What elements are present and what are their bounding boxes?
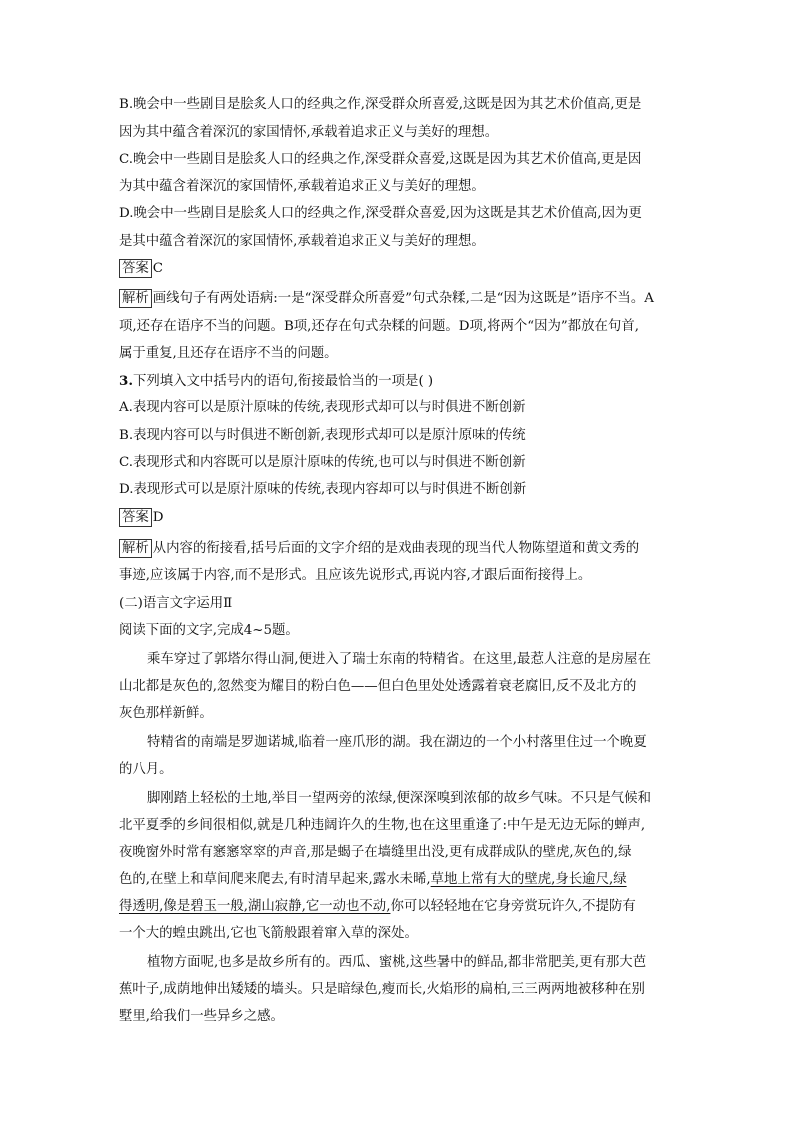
passage-p4-line-1: 植物方面呢,也多是故乡所有的。西瓜、蜜桃,这些暑中的鲜品,都非常肥美,更有那大芭: [147, 955, 647, 970]
reading-instruction: 阅读下面的文字,完成4~5题。: [119, 623, 299, 638]
option-c-line-2: 为其中蕴含着深沉的家国情怀,承载着追求正义与美好的理想。: [119, 179, 485, 194]
passage-p3-line-6: 一个大的蝗虫跳出,它也飞箭般跟着窜入草的深处。: [119, 926, 418, 941]
passage-p1-line-2: 山北都是灰色的,忽然变为耀目的粉白色——但白色里处处透露着衰老腐旧,反不及北方的: [119, 679, 637, 694]
passage-p2-line-2: 的八月。: [119, 762, 173, 777]
answer-row-2: [119, 259, 163, 279]
answer-label: 答案: [119, 508, 152, 527]
plain-text: 你可以轻轻地在它身旁赏玩许久,不提防有: [390, 899, 636, 914]
analysis-row-2-line-2: 项,还存在语序不当的问题。B项,还存在句式杂糅的问题。D项,将两个“因为”都放在句首,: [119, 319, 639, 334]
q3-option-b: B.表现内容可以与时俱进不断创新,表现形式却可以是原汁原味的传统: [119, 428, 526, 443]
underlined-sentence: 草地上常有大的壁虎,身长逾尺,绿: [430, 872, 627, 887]
option-b-line-1: B.晚会中一些剧目是脍炙人口的经典之作,深受群众所喜爱,这既是因为其艺术价值高,更是: [119, 97, 642, 112]
passage-p3-line-3: 夜晚窗外时常有窸窸窣窣的声音,那是蝎子在墙缝里出没,更有成群成队的壁虎,灰色的,绿: [119, 845, 632, 860]
analysis-row-3-line-2: 事迹,应该属于内容,而不是形式。且应该先说形式,再说内容,才跟后面衔接得上。: [119, 568, 592, 583]
option-b-line-2: 因为其中蕴含着深沉的家国情怀,承载着追求正义与美好的理想。: [119, 125, 499, 140]
analysis-row-2-line-1: [119, 289, 654, 309]
passage-p3-line-1: 脚刚踏上轻松的土地,举目一望两旁的浓绿,便深深嗅到浓郁的故乡气味。不只是气候和: [147, 791, 651, 806]
answer-row-3: [119, 508, 164, 528]
option-d-line-2: 是其中蕴含着深沉的家国情怀,承载着追求正义与美好的理想。: [119, 234, 485, 249]
option-d-line-1: D.晚会中一些剧目是脍炙人口的经典之作,深受群众喜爱,因为这既是其艺术价值高,因为更: [119, 206, 642, 221]
analysis-row-2-line-3: 属于重复,且还存在语序不当的问题。: [119, 346, 338, 361]
option-c-line-1: C.晚会中一些剧目是脍炙人口的经典之作,深受群众喜爱,这既是因为其艺术价值高,更是因: [119, 152, 642, 167]
passage-p4-line-2: 蕉叶子,成荫地伸出矮矮的墙头。只是暗绿色,瘦而长,火焰形的扁柏,三三两两地被移种在别: [119, 982, 645, 997]
passage-p4-line-3: 墅里,给我们一些异乡之感。: [119, 1009, 284, 1024]
answer-value: C: [152, 261, 164, 276]
question-text: 下列填入文中括号内的语句,衔接最恰当的一项是( ): [132, 374, 434, 389]
analysis-label: 解析: [119, 539, 152, 558]
plain-text: 色的,在壁上和草间爬来爬去,有时清早起来,露水未晞,: [119, 872, 431, 887]
analysis-text: 画线句子有两处语病:一是“深受群众所喜爱”句式杂糅,二是“因为这既是”语序不当。A: [152, 291, 654, 306]
underlined-sentence: 得透明,像是碧玉一般,湖山寂静,它一动也不动,: [119, 899, 391, 914]
analysis-text: 从内容的衔接看,括号后面的文字介绍的是戏曲表现的现当代人物陈望道和黄文秀的: [152, 541, 640, 556]
section-heading: (二)语言文字运用Ⅱ: [119, 596, 233, 611]
passage-p3-line-4: [119, 870, 627, 890]
passage-p2-line-1: 特精省的南端是罗迦诺城,临着一座爪形的湖。我在湖边的一个小村落里住过一个晚夏: [147, 735, 647, 750]
analysis-row-3-line-1: [119, 539, 639, 559]
passage-p3-line-2: 北平夏季的乡间很相似,就是几种违阔许久的生物,也在这里重逢了:中午是无边无际的蝉声,: [119, 818, 646, 833]
passage-p3-line-5: [119, 897, 636, 917]
answer-label: 答案: [119, 259, 152, 278]
passage-p1-line-3: 灰色那样新鲜。: [119, 706, 213, 721]
q3-option-d: D.表现形式可以是原汁原味的传统,表现内容却可以与时俱进不断创新: [119, 482, 527, 497]
question-number: 3.: [119, 373, 133, 389]
answer-value: D: [152, 510, 164, 525]
q3-option-c: C.表现形式和内容既可以是原汁原味的传统,也可以与时俱进不断创新: [119, 455, 526, 470]
passage-p1-line-1: 乘车穿过了郭塔尔得山洞,便进入了瑞士东南的特精省。在这里,最惹人注意的是房屋在: [147, 652, 651, 667]
question-3-stem: [119, 371, 433, 392]
q3-option-a: A.表现内容可以是原汁原味的传统,表现形式却可以与时俱进不断创新: [119, 400, 526, 415]
analysis-label: 解析: [119, 289, 152, 308]
